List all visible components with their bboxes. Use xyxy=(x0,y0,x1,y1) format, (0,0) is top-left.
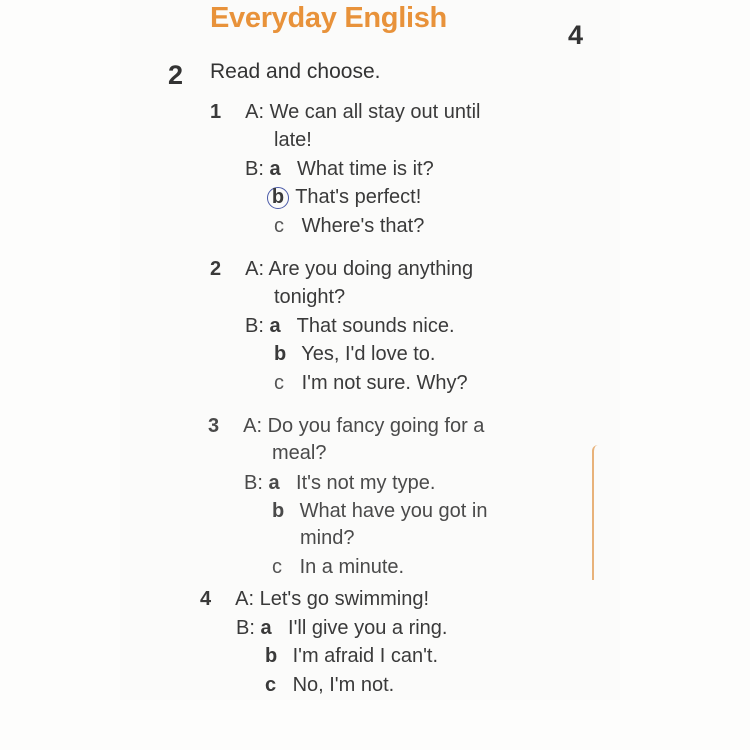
option-text: No, I'm not. xyxy=(292,674,395,696)
answer-option xyxy=(274,215,424,238)
option-letter: a xyxy=(268,472,280,494)
section-title: Everyday English xyxy=(210,2,447,34)
question-text-continued: late! xyxy=(274,129,312,151)
answer-option xyxy=(244,472,435,495)
option-text: I'll give you a ring. xyxy=(288,617,448,639)
option-text: Where's that? xyxy=(301,215,425,237)
speaker-b: B: xyxy=(245,158,264,180)
option-letter: c xyxy=(272,556,282,578)
option-letter: b xyxy=(272,500,285,522)
speaker-b: B: xyxy=(245,315,264,337)
answer-option xyxy=(245,315,455,338)
option-letter: c xyxy=(274,372,284,394)
question-number: 2 xyxy=(210,258,222,280)
answer-option-selected[interactable] xyxy=(270,186,421,209)
speaker-a: A: xyxy=(235,588,255,610)
answer-option xyxy=(272,500,487,523)
option-text: I'm afraid I can't. xyxy=(292,645,439,667)
answer-option xyxy=(274,343,435,366)
option-text: I'm not sure. Why? xyxy=(301,372,468,394)
unit-number: 4 xyxy=(568,20,584,50)
option-text: It's not my type. xyxy=(296,472,436,494)
option-letter: a xyxy=(269,158,281,180)
answer-option xyxy=(236,617,447,640)
speaker-a: A: xyxy=(245,101,265,123)
answer-option xyxy=(265,674,394,697)
speaker-a: A: xyxy=(245,258,265,280)
option-text: What have you got in xyxy=(299,500,488,522)
option-text: What time is it? xyxy=(297,158,434,180)
option-text-continued: mind? xyxy=(300,527,355,549)
speaker-b: B: xyxy=(236,617,255,639)
question-number: 3 xyxy=(208,415,220,437)
option-letter: c xyxy=(274,215,284,237)
circled-option-letter[interactable]: b xyxy=(267,187,289,209)
question-text: Let's go swimming! xyxy=(259,588,430,610)
question-4-a-line xyxy=(200,588,429,611)
option-text: That sounds nice. xyxy=(296,315,455,337)
speaker-a: A: xyxy=(243,415,263,437)
option-text: In a minute. xyxy=(299,556,405,578)
question-2-a-line xyxy=(210,258,473,281)
option-text: Yes, I'd love to. xyxy=(301,343,436,365)
option-letter: b xyxy=(274,343,287,365)
question-text: Do you fancy going for a xyxy=(267,415,485,437)
question-text-continued: meal? xyxy=(272,442,327,464)
answer-option xyxy=(245,158,434,181)
question-number: 4 xyxy=(200,588,212,610)
option-letter: b xyxy=(265,645,278,667)
question-3-a-line xyxy=(208,415,484,438)
question-1-a-line xyxy=(210,101,480,124)
question-text-continued: tonight? xyxy=(274,286,346,308)
question-number: 1 xyxy=(210,101,222,123)
margin-rule xyxy=(592,445,598,580)
option-letter: c xyxy=(265,674,277,696)
option-letter: a xyxy=(269,315,281,337)
speaker-b: B: xyxy=(244,472,263,494)
question-text: We can all stay out until xyxy=(269,101,481,123)
question-text: Are you doing anything xyxy=(268,258,474,280)
answer-option xyxy=(265,645,438,668)
option-letter: a xyxy=(260,617,272,639)
answer-option xyxy=(274,372,468,395)
exercise-instruction: Read and choose. xyxy=(210,60,381,83)
exercise-number: 2 xyxy=(168,60,184,90)
option-text: That's perfect! xyxy=(295,186,422,208)
answer-option xyxy=(272,556,404,579)
